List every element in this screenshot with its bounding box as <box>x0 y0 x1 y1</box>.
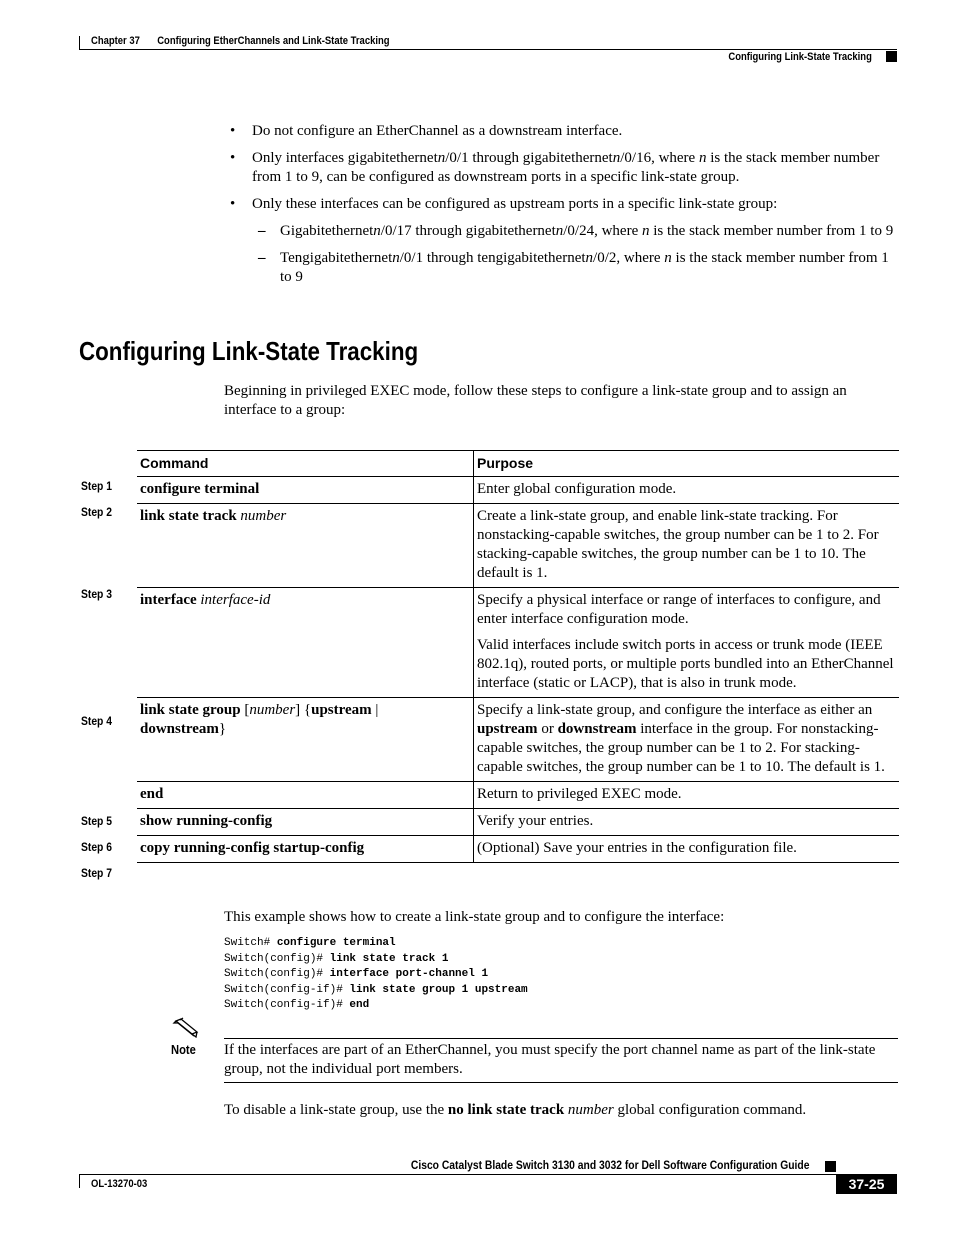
syntax-bracket: } <box>218 721 227 737</box>
header-left-rule <box>79 36 80 50</box>
variable-n: n <box>437 150 446 166</box>
command-cell <box>137 698 474 782</box>
purpose-paragraph: Valid interfaces include switch ports in access or trunk mode (IEEE 802.1q), routed ports, or multiple ports bundled into an EtherChannel interface (static or LACP), that is also in trunk mode. <box>477 637 894 691</box>
command-argument: number <box>240 508 287 524</box>
command-keyword: configure terminal <box>140 481 260 497</box>
command-cell <box>137 477 474 504</box>
code-prompt: Switch(config)# <box>224 968 330 980</box>
dash-icon: – <box>258 223 266 239</box>
table-row <box>137 698 899 782</box>
column-header-purpose: Purpose <box>474 451 900 477</box>
list-item <box>230 195 900 214</box>
code-line <box>224 998 528 1014</box>
header-section: Configuring Link-State Tracking <box>728 51 872 63</box>
variable-n: n <box>585 250 594 266</box>
code-line <box>224 952 528 968</box>
bullet-icon: • <box>230 150 236 166</box>
intro-paragraph: Beginning in privileged EXEC mode, follow these steps to configure a link-state group and to assign an interface to a group: <box>224 383 847 418</box>
purpose-cell: Verify your entries. <box>474 809 900 836</box>
keyword-downstream: downstream <box>557 721 637 737</box>
purpose-paragraph: Specify a physical interface or range of interfaces to configure, and enter interface configuration mode. <box>477 592 881 627</box>
command-keyword: link state track <box>140 508 237 524</box>
command-argument: interface-id <box>200 592 271 608</box>
table-header-row <box>137 451 899 477</box>
footer-left-rule <box>79 1174 80 1188</box>
variable-n: n <box>373 223 381 239</box>
command-cell <box>137 782 474 809</box>
code-prompt: Switch(config-if)# <box>224 983 350 996</box>
text-run: /0/24, where <box>563 223 642 239</box>
purpose-cell: Create a link-state group, and enable link-state tracking. For nonstacking-capable switches, the group number can be 1 to 2. For stacking-capable switches, the group number can be 1 to 10. The default is 1. <box>474 504 900 588</box>
dash-icon: – <box>258 250 266 266</box>
purpose-cell: Return to privileged EXEC mode. <box>474 782 900 809</box>
syntax-bracket: ] { <box>295 702 312 718</box>
text-run: /0/1 through tengigabitethernet <box>399 250 586 266</box>
header-chapter <box>91 35 390 47</box>
step-label: Step 1 <box>81 479 112 493</box>
command-keyword: interface <box>140 592 197 608</box>
example-intro: This example shows how to create a link-state group and to configure the interface: <box>224 909 725 925</box>
note-bottom-rule <box>224 1082 898 1083</box>
code-line <box>224 967 528 983</box>
command-keyword: copy running-config startup-config <box>140 840 365 856</box>
list-item-text: Do not configure an EtherChannel as a downstream interface. <box>252 123 623 139</box>
step-label: Step 7 <box>81 866 112 880</box>
steps-table <box>137 450 899 863</box>
command-cell <box>137 809 474 836</box>
bullet-icon: • <box>230 123 236 139</box>
syntax-bracket: [ <box>244 702 250 718</box>
command-keyword: show running-config <box>140 813 273 829</box>
chapter-title: Configuring EtherChannels and Link-State Tracking <box>157 35 390 47</box>
table-row <box>137 809 899 836</box>
footer-square-marker <box>825 1161 836 1172</box>
note-text: If the interfaces are part of an EtherChannel, you must specify the port channel name as part of the link-state group, not the individual port members. <box>224 1042 876 1077</box>
table-row <box>137 782 899 809</box>
variable-n: n <box>698 150 707 166</box>
syntax-separator: | <box>371 702 383 718</box>
disable-paragraph <box>224 1101 900 1120</box>
command-keyword: no link state track <box>447 1102 565 1118</box>
step-label: Step 3 <box>81 587 112 601</box>
sub-list-item <box>258 249 900 287</box>
header-square-marker <box>886 51 897 62</box>
text-run: /0/1 through gigabitethernet <box>445 150 613 166</box>
code-command: interface port-channel 1 <box>329 968 489 980</box>
command-argument: number <box>567 1102 614 1118</box>
purpose-cell <box>474 588 900 698</box>
restrictions-list <box>230 122 900 287</box>
code-prompt: Switch(config)# <box>224 952 330 965</box>
text-run: or <box>537 721 558 737</box>
code-prompt: Switch(config-if)# <box>224 999 350 1011</box>
code-example <box>224 936 528 1014</box>
command-keyword: link state group <box>140 702 241 718</box>
command-keyword: downstream <box>140 721 219 737</box>
command-cell <box>137 588 474 698</box>
step-label: Step 6 <box>81 840 112 854</box>
header-rule <box>79 49 897 50</box>
list-item <box>230 149 900 187</box>
note-top-rule <box>224 1038 898 1039</box>
text-run: Specify a link-state group, and configure the interface as either an <box>477 702 873 718</box>
note-label: Note <box>171 1042 196 1057</box>
text-run: /0/17 through gigabitethernet <box>380 223 556 239</box>
variable-n: n <box>555 223 564 239</box>
footer-guide-title: Cisco Catalyst Blade Switch 3130 and 3032 for Dell Software Configuration Guide <box>410 1158 809 1172</box>
command-argument: number <box>249 702 296 718</box>
text-run: is the stack member number from 1 to 9 <box>280 250 889 285</box>
code-line <box>224 936 528 952</box>
purpose-cell: (Optional) Save your entries in the configuration file. <box>474 836 900 863</box>
pencil-note-icon <box>172 1016 200 1038</box>
purpose-cell: Enter global configuration mode. <box>474 477 900 504</box>
keyword-upstream: upstream <box>477 721 538 737</box>
footer-doc-id: OL-13270-03 <box>91 1178 148 1190</box>
text-run: interface in the group. For nonstacking-capable switches, the group number can be 1 to 2. For stacking-capable switches, the group number can be 1 to 10. The default is 1. <box>477 721 885 775</box>
list-item <box>230 122 900 141</box>
footer-rule <box>79 1174 897 1175</box>
sub-list-item <box>258 222 900 241</box>
command-keyword: upstream <box>311 702 372 718</box>
code-command: link state track 1 <box>329 952 449 965</box>
text-run: /0/16, where <box>620 150 699 166</box>
variable-n: n <box>392 250 400 266</box>
column-header-command: Command <box>137 451 474 477</box>
list-item-text: Only these interfaces can be configured as upstream ports in a specific link-state group: <box>252 196 778 212</box>
bullet-icon: • <box>230 196 236 212</box>
command-keyword: end <box>140 786 164 802</box>
table-row <box>137 477 899 504</box>
chapter-number: Chapter 37 <box>91 35 140 47</box>
step-label: Step 5 <box>81 814 112 828</box>
command-cell <box>137 836 474 863</box>
table-row <box>137 504 899 588</box>
variable-n: n <box>642 223 650 239</box>
text-run: Only interfaces gigabitethernet <box>252 150 438 166</box>
table-row <box>137 588 899 698</box>
text-run: global configuration command. <box>613 1102 807 1118</box>
text-run: /0/2, where <box>593 250 665 266</box>
step-label: Step 2 <box>81 505 112 519</box>
text-run: is the stack member number from 1 to 9, can be configured as downstream ports in a specific link-state group. <box>252 150 880 185</box>
code-command: configure terminal <box>276 937 396 949</box>
code-command: link state group 1 upstream <box>349 983 528 996</box>
text-run: Tengigabitethernet <box>280 250 393 266</box>
code-prompt: Switch# <box>224 937 277 949</box>
command-cell <box>137 504 474 588</box>
text-run: Gigabitethernet <box>280 223 374 239</box>
page-number: 37-25 <box>848 1176 885 1192</box>
purpose-cell <box>474 698 900 782</box>
code-command: end <box>349 999 370 1011</box>
variable-n: n <box>664 250 672 266</box>
table-row <box>137 836 899 863</box>
text-run: To disable a link-state group, use the <box>224 1102 448 1118</box>
variable-n: n <box>612 150 621 166</box>
step-label: Step 4 <box>81 714 112 728</box>
code-line <box>224 983 528 999</box>
text-run: is the stack member number from 1 to 9 <box>649 223 894 239</box>
section-title: Configuring Link-State Tracking <box>79 336 419 366</box>
